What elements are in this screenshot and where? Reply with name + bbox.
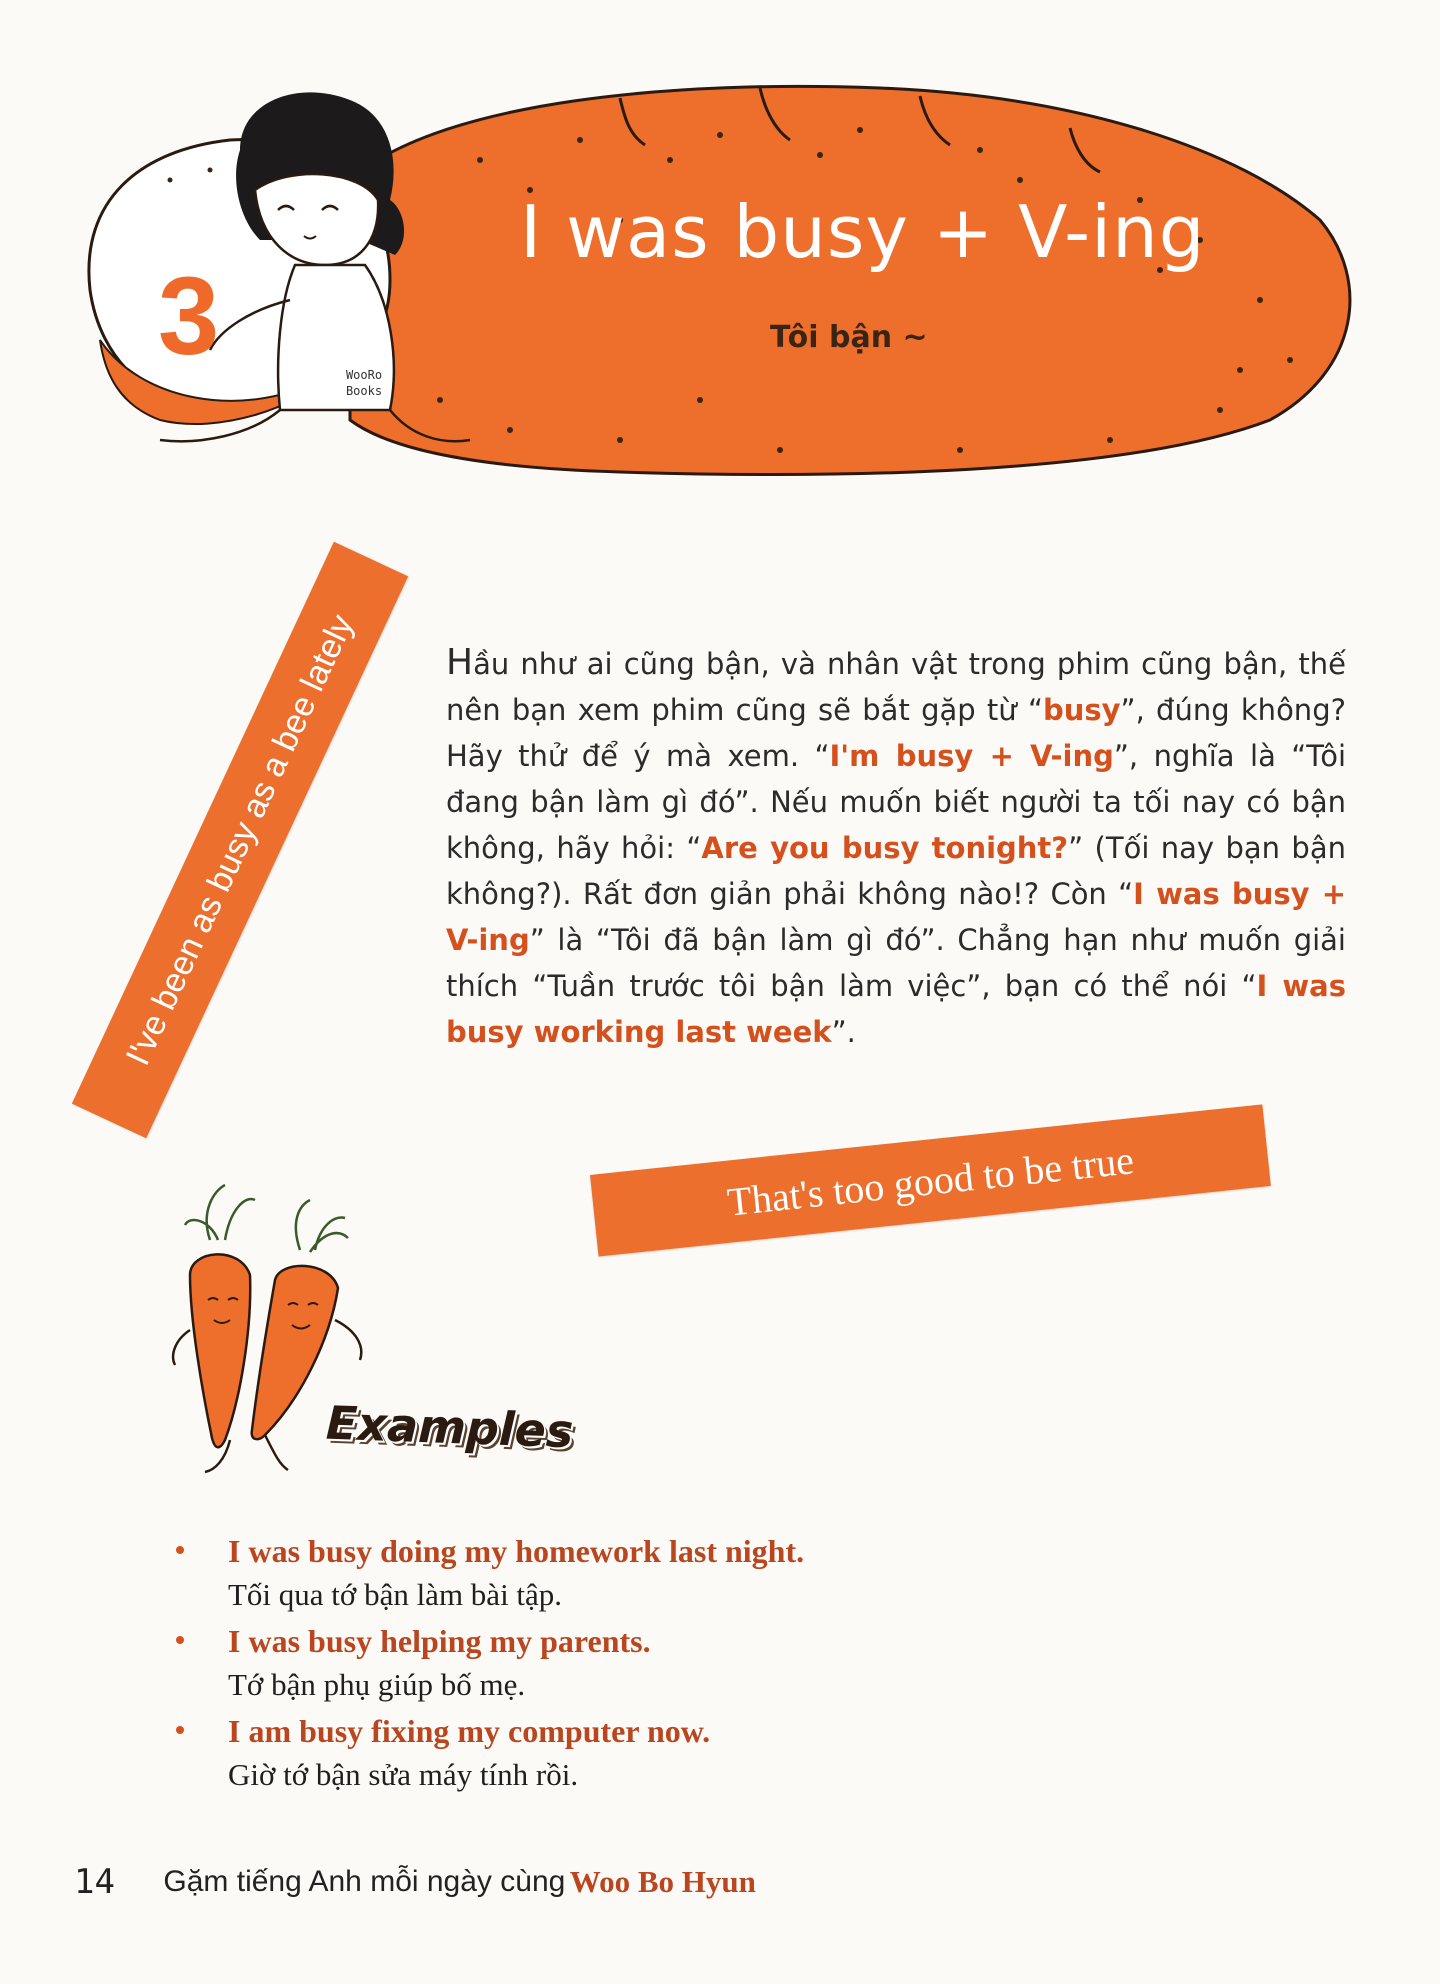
bullet-icon bbox=[176, 1726, 184, 1734]
bag-logo-text: WooRo Books bbox=[345, 368, 383, 398]
drop-letter: H bbox=[446, 642, 474, 683]
author-name: Woo Bo Hyun bbox=[569, 1864, 756, 1899]
bullet-icon bbox=[176, 1546, 184, 1554]
examples-list bbox=[176, 1528, 1176, 1798]
example-english: I was busy helping my parents. bbox=[228, 1623, 651, 1659]
side-banner bbox=[72, 542, 408, 1139]
para-highlight: I was busy working last week bbox=[446, 969, 1346, 1049]
page-number: 14 bbox=[74, 1862, 115, 1902]
para-highlight: I was busy + V-ing bbox=[446, 877, 1346, 957]
para-highlight: I'm busy + V-ing bbox=[829, 739, 1114, 773]
list-item bbox=[176, 1528, 1176, 1616]
example-vietnamese: Giờ tớ bận sửa máy tính rồi. bbox=[228, 1757, 579, 1792]
mid-banner bbox=[590, 1104, 1271, 1256]
chapter-number: 3 bbox=[158, 255, 220, 378]
list-item bbox=[176, 1618, 1176, 1706]
para-text: ”. bbox=[831, 1015, 856, 1049]
para-text: ầu như ai cũng bận, và nhân vật trong phim cũng bận, thế nên bạn xem phim cũng sẽ bắt gặp từ “ bbox=[446, 647, 1346, 727]
bullet-icon bbox=[176, 1636, 184, 1644]
example-english: I was busy doing my homework last night. bbox=[228, 1533, 805, 1569]
mid-banner-text: That's too good to be true bbox=[725, 1136, 1136, 1225]
para-text: ” (Tối nay bạn bận không?). Rất đơn giản phải không nào!? Còn “ bbox=[446, 831, 1346, 911]
example-vietnamese: Tớ bận phụ giúp bố mẹ. bbox=[228, 1667, 526, 1702]
para-highlight: busy bbox=[1042, 693, 1121, 727]
example-vietnamese: Tối qua tớ bận làm bài tập. bbox=[228, 1577, 563, 1612]
example-english: I am busy fixing my computer now. bbox=[228, 1713, 711, 1749]
para-text: ”, nghĩa là “Tôi đang bận làm gì đó”. Nếu muốn biết người ta tối nay có bận không, hãy hỏi: “ bbox=[446, 739, 1347, 865]
para-highlight: Are you busy tonight? bbox=[701, 831, 1069, 865]
book-title: Gặm tiếng Anh mỗi ngày cùng bbox=[163, 1865, 566, 1898]
intro-paragraph bbox=[446, 640, 1346, 1055]
page-subtitle: Tôi bận ~ bbox=[770, 320, 928, 355]
para-text: ” là “Tôi đã bận làm gì đó”. Chẳng hạn như muốn giải thích “Tuần trước tôi bận làm việc”, bạn có thể nói “ bbox=[446, 923, 1346, 1003]
para-text: ”, đúng không? Hãy thử để ý mà xem. “ bbox=[446, 693, 1346, 773]
page-title: I was busy + V-ing bbox=[520, 190, 1206, 274]
side-banner-text: I've been as busy as a bee lately bbox=[118, 608, 361, 1071]
carrot-left bbox=[173, 1185, 255, 1472]
list-item bbox=[176, 1708, 1176, 1796]
bread-loaf bbox=[350, 86, 1350, 474]
page-footer bbox=[74, 1862, 756, 1902]
examples-heading: Examples bbox=[325, 1395, 575, 1459]
